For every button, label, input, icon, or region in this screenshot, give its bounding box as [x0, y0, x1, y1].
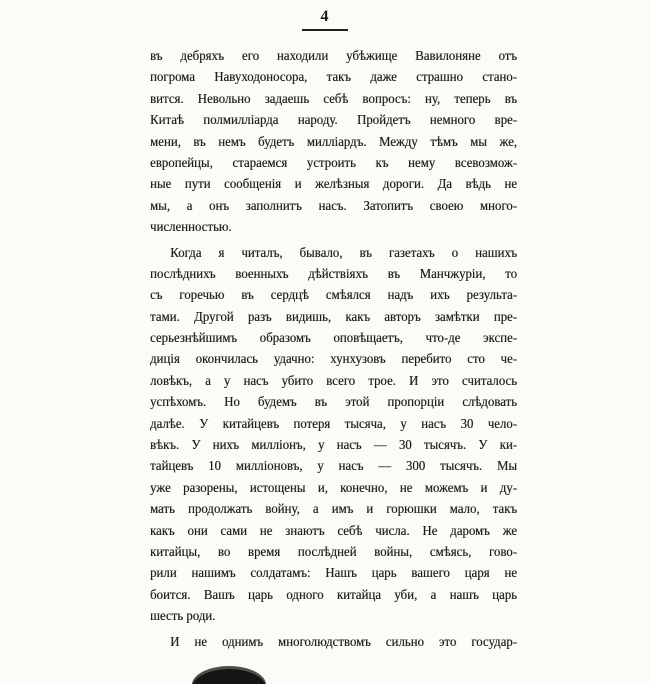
- text-line: И не однимъ многолюдствомъ сильно это государ-: [170, 634, 517, 650]
- text-line: ные пути сообщенія и желѣзныя дороги. Да вѣдь не: [150, 177, 517, 193]
- text-line: послѣднихъ военныхъ дѣйствіяхъ въ Манчжуріи, то: [150, 266, 517, 282]
- text-line: тайцевъ 10 милліоновъ, у насъ — 300 тысячъ. Мы: [150, 459, 517, 475]
- text-line: тами. Другой разъ видишь, какъ авторъ замѣтки пре-: [150, 309, 517, 325]
- text-line: рили нашимъ солдатамъ: Нашъ царь вашего царя не: [150, 566, 517, 582]
- page-number: 4: [320, 8, 330, 25]
- text-line: европейцы, стараемся устроить къ нему всевозмож-: [150, 155, 517, 171]
- text-line: въ дебряхъ его находили убѣжище Вавилоняне отъ: [150, 49, 517, 64]
- text-line: диція окончилась удачно: хунхузовъ перебито сто че-: [150, 352, 517, 368]
- text-line: серьезнѣйшимъ образомъ оповѣщаетъ, что-де экспе-: [150, 331, 517, 347]
- page-header: [0, 8, 650, 31]
- text-block: [150, 46, 517, 653]
- text-line: мени, въ немъ будетъ милліардъ. Между тѣмъ мы же,: [150, 134, 517, 150]
- text-line: погрома Навуходоносора, такъ даже страшно стано-: [150, 70, 517, 86]
- text-line: далѣе. У китайцевъ потеря тысяча, у насъ 30 чело-: [150, 416, 517, 432]
- text-line: какъ они сами не знаютъ себѣ числа. Не даромъ же: [150, 523, 517, 539]
- text-line: мать продолжать войну, а имъ и горюшки мало, такъ: [150, 502, 517, 518]
- text-line: китайцы, во время послѣдней войны, смѣясь, гово-: [150, 544, 517, 560]
- text-line: численностью.: [150, 220, 232, 236]
- text-line: Когда я читалъ, бывало, въ газетахъ о нашихъ: [170, 245, 517, 261]
- text-line: вится. Невольно задаешь себѣ вопросъ: ну, теперь въ: [150, 91, 517, 107]
- header-rule: [302, 29, 348, 31]
- text-line: съ горечью въ сердцѣ смѣялся надъ ихъ результа-: [150, 288, 517, 304]
- text-line: шесть роди.: [150, 609, 216, 625]
- text-line: успѣхомъ. Но будемъ въ этой пропорціи слѣдовать: [150, 395, 517, 411]
- text-line: Китаѣ полмилліарда народу. Пройдетъ немного вре-: [150, 113, 517, 129]
- text-line: ловѣкъ, а у насъ убито всего трое. И это считалось: [150, 373, 517, 389]
- text-line: мы, а онъ заполнитъ насъ. Затопитъ своею много-: [150, 198, 517, 214]
- text-line: уже разорены, истощены и, конечно, не можемъ и ду-: [150, 480, 517, 496]
- text-line: боится. Вашъ царь одного китайца уби, а нашъ царь: [150, 587, 517, 603]
- text-line: вѣкъ. У нихъ милліонъ, у насъ — 30 тысячъ. У ки-: [150, 438, 517, 454]
- bottom-ornament-ellipse: [192, 666, 266, 684]
